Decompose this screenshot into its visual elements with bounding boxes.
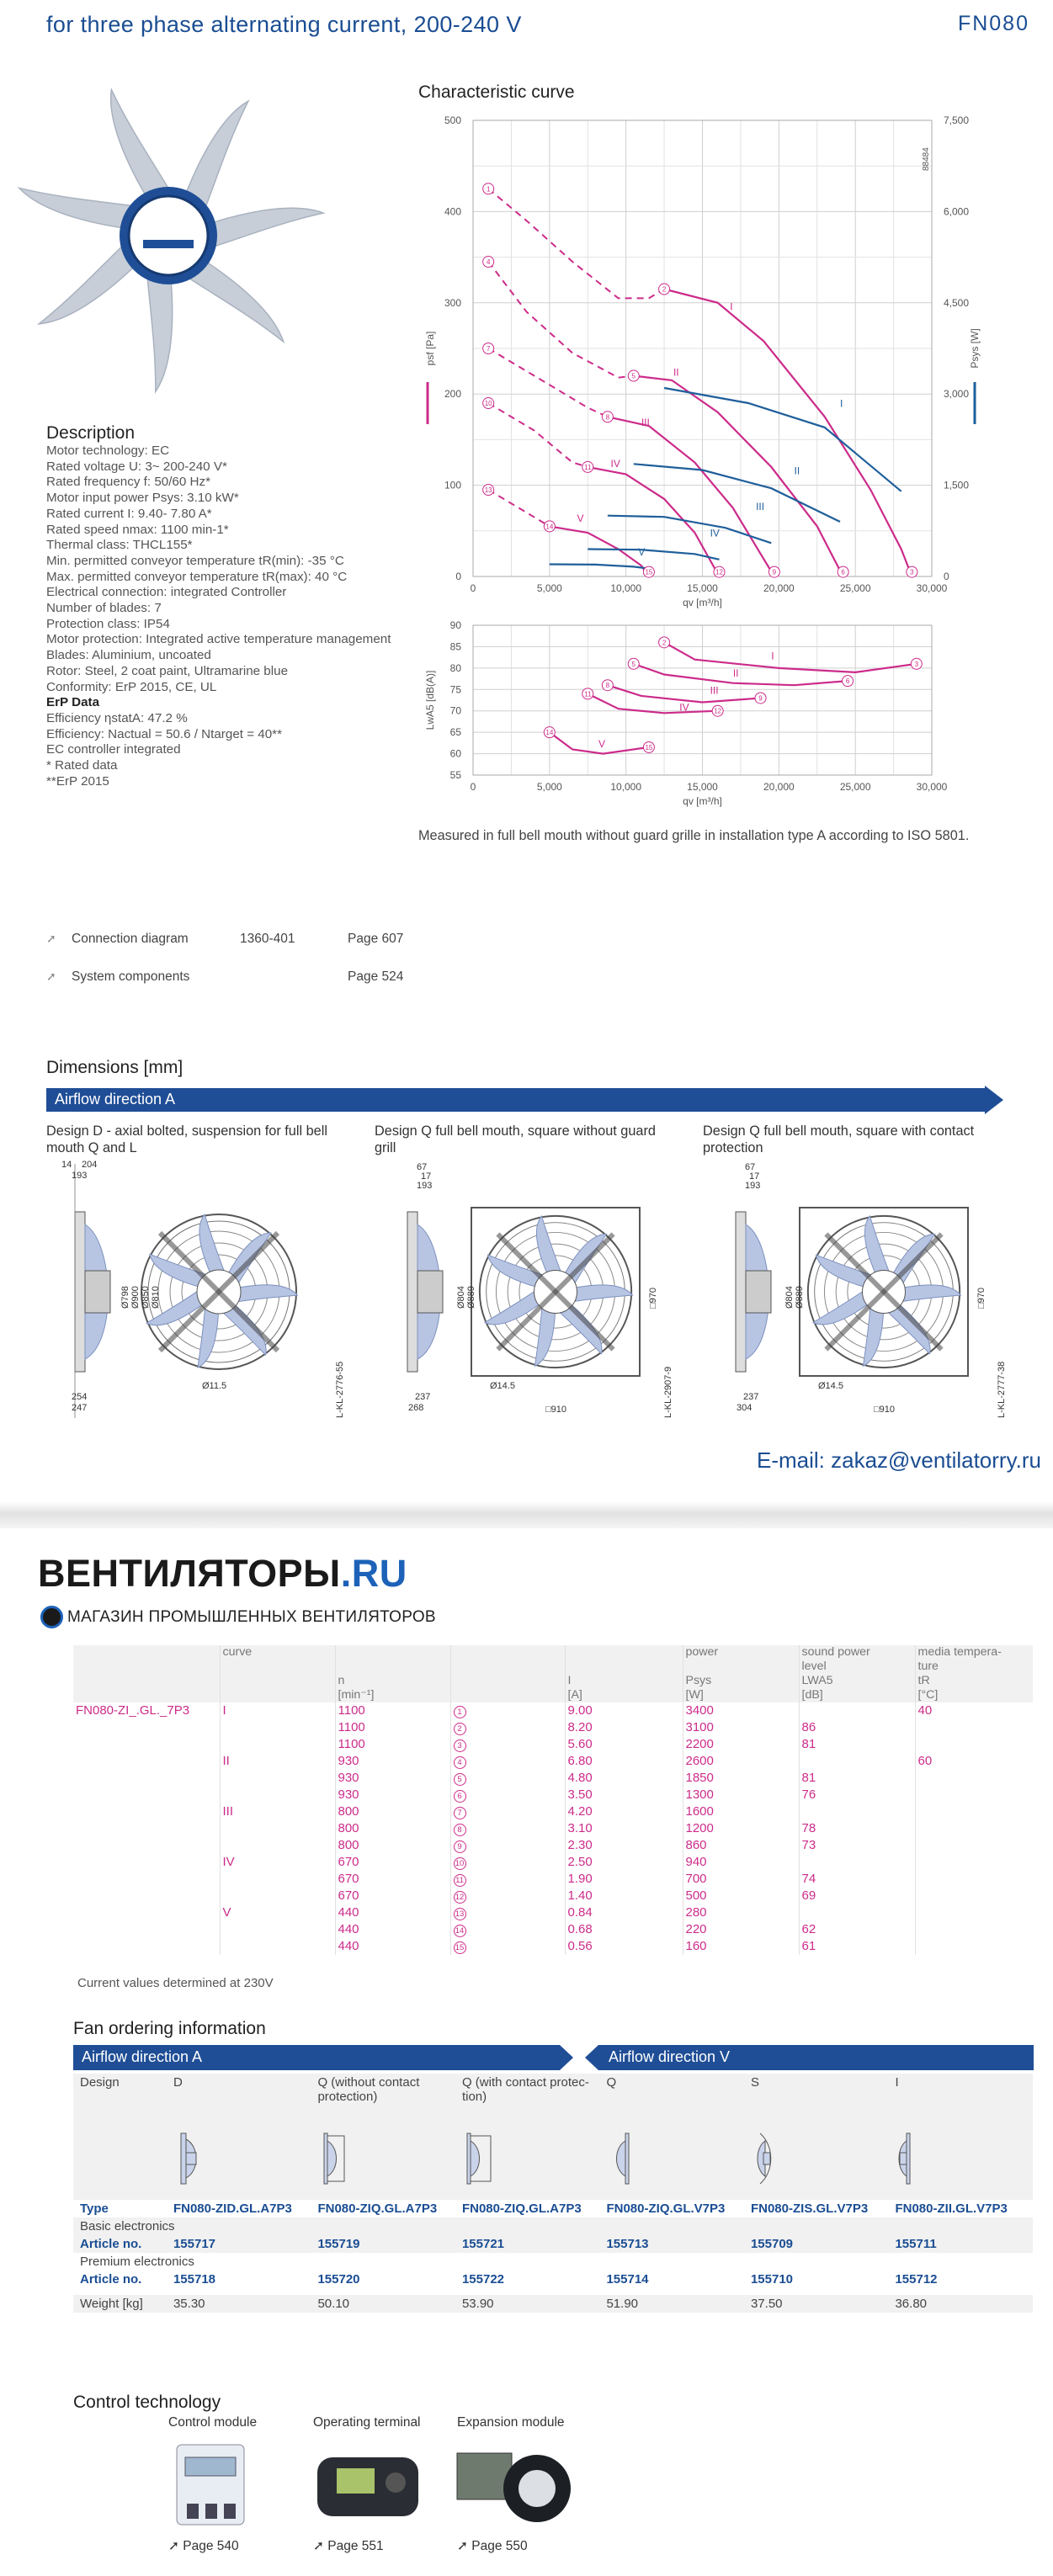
operating-point-label: 9: [758, 694, 763, 703]
y-axis-label: LwA5 [dB(A)]: [424, 670, 436, 730]
operating-point-label: 15: [645, 743, 653, 752]
operating-point-marker: 2: [454, 1723, 466, 1735]
dim-label: Ø804: [784, 1286, 795, 1309]
operating-terminal-link[interactable]: ➚ Page 551: [313, 2539, 384, 2553]
table-row: 1100 2 8.20 3100 86: [73, 1719, 1033, 1736]
desc-line: Number of blades: 7: [46, 601, 162, 616]
model-code: FN080: [957, 12, 1029, 35]
fan-product-image: [46, 84, 290, 387]
desc-line: Rated voltage U: 3~ 200-240 V*: [46, 459, 227, 474]
table-row: FN080-ZI_.GL._7P3 I 1100 1 9.00 3400 40: [73, 1702, 1033, 1719]
operating-point-label: 3: [914, 660, 919, 668]
arrow-icon: ➚: [46, 969, 56, 983]
dim-label: Ø804: [456, 1286, 466, 1309]
desc-line: Efficiency: Nactual = 50.6 / Ntarget = 40**: [46, 726, 283, 741]
table-row: II 930 4 6.80 2600 60: [73, 1753, 1033, 1770]
table-row: III 800 7 4.20 1600: [73, 1803, 1033, 1820]
dim-label: Ø850: [141, 1286, 151, 1309]
desc-line: ErP Data: [46, 695, 100, 710]
desc-line: * Rated data: [46, 758, 118, 773]
control-module-image: [177, 2445, 244, 2525]
x-tick-label: 15,000: [687, 582, 718, 594]
table-row: 800 9 2.30 860 73: [73, 1837, 1033, 1854]
desc-line: Max. permitted conveyor temperature tR(max): 40 °C: [46, 569, 348, 584]
operating-point-marker: 5: [454, 1773, 466, 1786]
page-separator: [0, 1501, 1053, 1528]
connection-diagram-link[interactable]: ➚ Connection diagram 1360-401 Page 607: [46, 931, 404, 946]
type-row: Type FN080-ZID.GL.A7P3 FN080-ZIQ.GL.A7P3 FN080-ZIQ.GL.A7P3 FN080-ZIQ.GL.V7P3 FN080-ZIS.GL.V7P3 FN080-ZII.GL.V7P3: [80, 2202, 1008, 2216]
x-tick-label: 20,000: [763, 781, 795, 793]
operating-point-label: 5: [631, 372, 636, 380]
operating-point-label: 9: [772, 568, 777, 576]
operating-point-marker: 15: [454, 1941, 466, 1954]
operating-point-label: 11: [584, 463, 592, 471]
premium-article-row: Article no. 155718 155720 155722 155714 155710 155712: [80, 2272, 938, 2287]
desc-line: Protection class: IP54: [46, 616, 170, 631]
weight-row: Weight [kg] 35.30 50.10 53.90 51.90 37.50 36.80: [73, 2295, 1033, 2313]
operating-point-marker: 10: [454, 1857, 466, 1870]
table-row: IV 670 10 2.50 940: [73, 1854, 1033, 1871]
basic-article-row: Article no. 155717 155719 155721 155713 155709 155711: [73, 2235, 1033, 2253]
x-tick-label: 10,000: [610, 781, 642, 793]
pressure-curve-dashed: [488, 189, 664, 298]
x-tick-label: 15,000: [687, 781, 718, 793]
operating-point-label: 14: [545, 523, 554, 531]
dim-label: □910: [874, 1405, 895, 1415]
series-label: II: [732, 667, 739, 680]
y-tick-label: 300: [444, 296, 461, 309]
design-row: Design D Q (without contact protection) Q (with contact protec-tion) Q S I: [73, 2074, 1033, 2200]
series-label: V: [598, 737, 605, 750]
dim-label: 237: [743, 1392, 759, 1402]
dim-label: 14: [61, 1160, 72, 1170]
characteristic-chart: [412, 108, 1010, 613]
desc-line: Rated frequency f: 50/60 Hz*: [46, 475, 211, 490]
pressure-curve-dashed: [488, 490, 550, 526]
operating-point-label: 8: [605, 682, 610, 690]
chart-title: Characteristic curve: [418, 82, 575, 102]
dim-label: Ø889: [795, 1286, 805, 1309]
dim-label: 254: [72, 1392, 88, 1402]
reference-links: [46, 920, 403, 996]
dim-label: Ø889: [466, 1286, 476, 1309]
y-tick-label: 75: [449, 683, 461, 696]
operating-data-table: curve power sound power level media tempera- ture n [min⁻¹] I [A] Psys [W] LWA5 [dB] tR [°C] FN080-ZI_.GL._7P3 I 1100 1 9.00 3400 40 1100 2 8.20 3100 86 1100 3 5.60 2200 81 II 930 4 6.80 2600 60 930 5 4.80 1850 81 930 6 3.50 1300 76 III 800 7 4.20 1600 800 8 3.10 1200 78 800 9 2.30 860 73 IV 670 10 2.50 940 670 11 1.90 700 74 670 12 1.40 500 69 V 440 13 0.84 280 440 14 0.68 220 62 440 15 0.56 160 61: [73, 1645, 1033, 1955]
pressure-curve: [550, 526, 649, 576]
operating-point-label: 15: [645, 568, 653, 576]
x-tick-label: 30,000: [916, 582, 948, 594]
x-axis-label: qv [m³/h]: [683, 795, 722, 807]
table-row: 1100 3 5.60 2200 81: [73, 1736, 1033, 1753]
dimensions-heading: Dimensions [mm]: [46, 1058, 183, 1077]
desc-line: Rotor: Steel, 2 coat paint, Ultramarine blue: [46, 663, 289, 678]
expansion-module-image: [457, 2453, 571, 2522]
y2-tick-label: 1,500: [944, 479, 970, 491]
operating-point-label: 5: [631, 660, 636, 668]
dim-label: 193: [745, 1181, 761, 1191]
x-tick-label: 0: [470, 781, 476, 793]
chart-note: Measured in full bell mouth without guard grille in installation type A according to ISO 5801.: [418, 828, 970, 843]
table-header-row: curve power sound power level media tempera- ture: [73, 1645, 1033, 1674]
desc-line: EC controller integrated: [46, 742, 181, 757]
design-q-title: Design Q full bell mouth, square without guard grill: [375, 1123, 656, 1155]
design-silhouettes: [73, 2129, 1033, 2188]
dim-label: Ø14.5: [490, 1381, 515, 1391]
y-tick-label: 0: [455, 571, 461, 582]
dim-label: 237: [415, 1392, 431, 1402]
operating-point-label: 1: [486, 185, 491, 194]
pressure-curve-dashed: [488, 403, 588, 467]
operating-point-label: 6: [845, 677, 850, 686]
table-row: 800 8 3.10 1200 78: [73, 1820, 1033, 1837]
desc-line: Conformity: ErP 2015, CE, UL: [46, 679, 217, 694]
y2-tick-label: 4,500: [944, 296, 970, 309]
operating-point-marker: 7: [454, 1807, 466, 1819]
ordering-heading: Fan ordering information: [73, 2019, 266, 2038]
y-tick-label: 200: [444, 388, 461, 401]
globe-icon: [40, 1606, 63, 1628]
airflow-v-label: Airflow direction V: [609, 2048, 731, 2065]
operating-point-marker: 11: [454, 1874, 466, 1887]
operating-point-label: 4: [486, 258, 491, 267]
desc-line: Electrical connection: integrated Controller: [46, 585, 287, 600]
design-d-title: Design D - axial bolted, suspension for full bell mouth Q and L: [46, 1123, 327, 1155]
current-note: Current values determined at 230V: [77, 1976, 274, 1990]
y2-axis-label: Psys [W]: [969, 328, 981, 369]
table-row: 440 15 0.56 160 61: [73, 1938, 1033, 1955]
dimension-drawings: [46, 1160, 1031, 1426]
dim-label: 204: [82, 1160, 98, 1170]
expansion-module-label: Expansion module: [457, 2415, 565, 2430]
control-heading: Control technology: [73, 2393, 221, 2412]
operating-point-label: 12: [714, 707, 722, 715]
desc-line: Rated current I: 9.40- 7.80 A*: [46, 506, 212, 521]
pressure-curve: [608, 417, 774, 576]
pressure-curve: [588, 467, 719, 576]
operating-point-marker: 4: [454, 1756, 466, 1769]
y-tick-label: 100: [444, 479, 461, 491]
y-tick-label: 65: [449, 726, 461, 739]
dim-label: Ø11.5: [202, 1381, 227, 1391]
series-label: V: [638, 546, 646, 559]
series-label: III: [710, 684, 719, 697]
y-tick-label: 500: [444, 114, 461, 126]
contact-email[interactable]: E-mail: zakaz@ventilatorry.ru: [757, 1447, 1041, 1473]
series-label: I: [771, 650, 774, 662]
drawing-code: L-KL-2907-9: [663, 1366, 673, 1418]
operating-terminal-image: [317, 2457, 418, 2516]
x-tick-label: 5,000: [536, 781, 562, 793]
operating-point-label: 6: [841, 568, 845, 576]
y-axis-label: psf [Pa]: [424, 331, 436, 366]
pressure-curve: [664, 289, 912, 577]
desc-line: Motor input power Psys: 3.10 kW*: [46, 491, 239, 506]
description-heading: Description: [46, 423, 136, 443]
dim-label: 304: [737, 1403, 753, 1413]
y-tick-label: 70: [449, 704, 461, 717]
y2-tick-label: 6,000: [944, 205, 970, 218]
operating-point-marker: 3: [454, 1739, 466, 1752]
dim-label: 268: [408, 1403, 424, 1413]
dim-label: 193: [72, 1171, 88, 1181]
dim-label: □910: [545, 1405, 566, 1415]
dim-label: Ø900: [130, 1286, 141, 1309]
pressure-curve-dashed: [488, 262, 634, 378]
table-row: 930 6 3.50 1300 76: [73, 1787, 1033, 1803]
drawing-code: L-KL-2776-55: [335, 1361, 345, 1418]
y-tick-label: 400: [444, 205, 461, 218]
dim-label: □970: [648, 1288, 658, 1309]
design-q-contact-title: Design Q full bell mouth, square with contact protection: [703, 1123, 975, 1155]
series-label: IV: [710, 527, 720, 539]
desc-line: Motor protection: Integrated active temperature management: [46, 632, 391, 647]
dim-label: 17: [749, 1171, 760, 1182]
table-row: 930 5 4.80 1850 81: [73, 1770, 1033, 1787]
dim-label: □970: [976, 1288, 987, 1309]
pressure-curve: [634, 376, 843, 577]
desc-line: **ErP 2015: [46, 773, 109, 789]
operating-point-marker: 9: [454, 1840, 466, 1853]
dim-label: 67: [417, 1162, 428, 1172]
ordering-table: [73, 2074, 1033, 2313]
y-tick-label: 80: [449, 661, 461, 674]
pressure-curve-dashed: [488, 348, 608, 417]
y-tick-label: 55: [449, 769, 461, 781]
dim-label: 67: [745, 1162, 756, 1172]
operating-point-marker: 13: [454, 1908, 466, 1920]
table-row: V 440 13 0.84 280: [73, 1904, 1033, 1921]
series-label: III: [756, 500, 765, 513]
desc-line: Efficiency ηstatA: 47.2 %: [46, 710, 188, 725]
control-module-link[interactable]: ➚ Page 540: [168, 2539, 239, 2553]
operating-point-marker: 14: [454, 1925, 466, 1937]
operating-point-label: 14: [545, 729, 554, 737]
premium-label-row: Premium electronics: [80, 2255, 194, 2269]
y2-tick-label: 7,500: [944, 114, 970, 126]
y2-tick-label: 3,000: [944, 388, 970, 401]
basic-label-row: Basic electronics: [73, 2217, 1033, 2235]
table-row: 670 11 1.90 700 74: [73, 1871, 1033, 1888]
dim-label: Ø14.5: [818, 1381, 843, 1391]
system-components-link[interactable]: ➚ System components Page 524: [46, 969, 404, 984]
control-module-label: Control module: [168, 2415, 258, 2430]
operating-point-label: 12: [715, 568, 723, 576]
table-row: 670 12 1.40 500 69: [73, 1888, 1033, 1904]
description-list: [46, 443, 425, 789]
series-label: IV: [679, 701, 689, 714]
drawing-number: 88484: [922, 147, 931, 171]
series-label: I: [840, 397, 843, 410]
y-tick-label: 85: [449, 640, 461, 653]
series-label: IV: [610, 457, 620, 470]
power-curve: [588, 550, 719, 560]
x-tick-label: 30,000: [916, 781, 948, 793]
desc-line: Blades: Aluminium, uncoated: [46, 648, 211, 663]
sound-curve: [608, 685, 761, 702]
dim-label: 247: [72, 1403, 88, 1413]
y-tick-label: 90: [449, 619, 461, 631]
operating-terminal-label: Operating terminal: [313, 2415, 421, 2430]
x-tick-label: 20,000: [763, 582, 795, 594]
desc-line: Min. permitted conveyor temperature tR(min): -35 °C: [46, 553, 344, 568]
operating-point-label: 7: [486, 345, 491, 353]
operating-point-marker: 8: [454, 1824, 466, 1836]
airflow-direction-bar: Airflow direction A: [46, 1086, 1003, 1114]
operating-point-marker: 1: [454, 1706, 466, 1718]
series-label: II: [673, 366, 679, 379]
expansion-module-link[interactable]: ➚ Page 550: [457, 2539, 528, 2553]
brand-logo[interactable]: ВЕНТИЛЯТОРЫ.RU: [38, 1552, 407, 1595]
sound-chart: [412, 619, 1010, 829]
x-tick-label: 0: [470, 582, 476, 594]
brand-subtitle: МАГАЗИН ПРОМЫШЛЕННЫХ ВЕНТИЛЯТОРОВ: [67, 1608, 436, 1626]
y2-tick-label: 0: [944, 571, 949, 582]
operating-point-label: 11: [584, 690, 592, 698]
operating-point-label: 10: [484, 400, 492, 408]
dim-label: 193: [417, 1181, 433, 1191]
power-curve: [550, 565, 649, 569]
series-label: V: [577, 512, 584, 524]
series-label: II: [794, 465, 800, 477]
airflow-a-label: Airflow direction A: [82, 2048, 203, 2065]
operating-point-label: 2: [662, 639, 667, 647]
series-label: I: [730, 300, 733, 313]
dim-label: 17: [421, 1171, 432, 1182]
drawing-code: L-KL-2777-38: [997, 1361, 1007, 1418]
operating-point-label: 2: [662, 285, 667, 294]
document-title: for three phase alternating current, 200-240 V: [46, 12, 522, 37]
operating-point-marker: 12: [454, 1891, 466, 1904]
operating-point-label: 13: [484, 486, 492, 495]
control-products-image: [168, 2436, 606, 2537]
arrow-icon: ➚: [46, 932, 56, 945]
desc-line: Thermal class: THCL155*: [46, 538, 193, 553]
x-axis-label: qv [m³/h]: [683, 597, 722, 608]
operating-point-label: 3: [910, 568, 914, 576]
x-tick-label: 25,000: [839, 582, 871, 594]
operating-point-label: 8: [605, 413, 610, 422]
desc-line: Rated speed nmax: 1100 min-1*: [46, 522, 229, 537]
table-row: 440 14 0.68 220 62: [73, 1921, 1033, 1938]
desc-line: Motor technology: EC: [46, 443, 170, 458]
dim-label: Ø798: [120, 1286, 130, 1309]
series-label: III: [641, 417, 650, 429]
x-tick-label: 10,000: [610, 582, 642, 594]
operating-point-marker: 6: [454, 1790, 466, 1803]
x-tick-label: 5,000: [536, 582, 562, 594]
dim-label: Ø810: [151, 1286, 161, 1309]
y-tick-label: 60: [449, 747, 461, 760]
x-tick-label: 25,000: [839, 781, 871, 793]
